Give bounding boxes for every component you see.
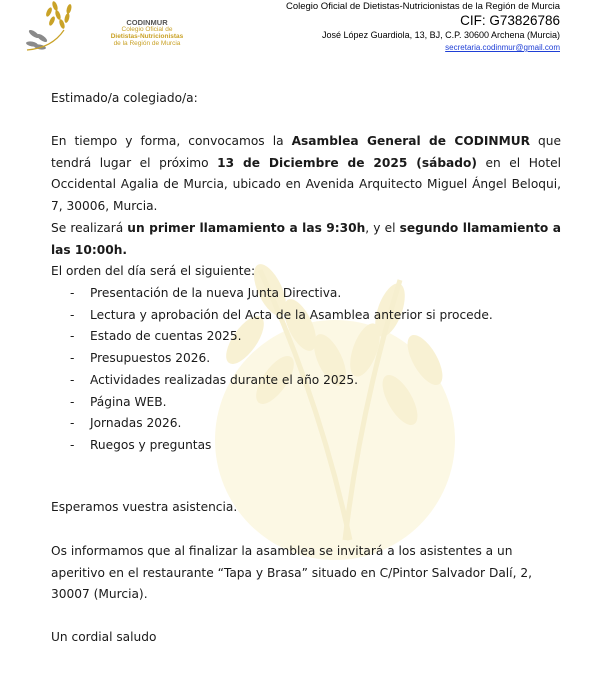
codinmur-logo [22, 0, 197, 55]
agenda-marker: - [70, 437, 75, 452]
p1-text-c: en el Hotel Occidental Agalia de Murcia, ubicado en Avenida Arquitecto Miguel Ángel Beloqui, 7, 30006, Murcia. [51, 155, 562, 214]
organization-name: Colegio Oficial de Dietistas-Nutricionistas de la Región de Murcia [285, 1, 560, 12]
greeting: Estimado/a colegiado/a: [51, 91, 198, 105]
agenda-item [51, 392, 493, 414]
agenda-item-text: Página WEB. [90, 394, 167, 409]
logo-line-2: Dietistas-Nutricionistas [110, 32, 184, 40]
agenda-marker: - [70, 351, 75, 366]
agenda-item-text: Presentación de la nueva Junta Directiva. [90, 286, 342, 300]
email-link[interactable]: secretaria.codinmur@gmail.com [445, 43, 560, 52]
agenda-item [51, 370, 493, 392]
agenda-item-text: Ruegos y preguntas [90, 437, 212, 452]
agenda-marker: - [70, 307, 75, 322]
agenda-marker: - [70, 329, 75, 344]
agenda-item [51, 348, 493, 370]
agenda-marker: - [70, 416, 75, 431]
attendance-note: Esperamos vuestra asistencia. [51, 500, 238, 514]
wheat-logo-icon [22, 0, 82, 55]
aperitif-info: Os informamos que al finalizar la asamblea se invitará a los asistentes a un aperitivo en el restaurante “Tapa y Brasa” situado en C/Pintor Salvador Dalí, 2, 30007 (Murcia). [51, 544, 532, 602]
agenda-list [51, 283, 493, 457]
agenda-marker: - [70, 286, 75, 300]
agenda-item-text: Jornadas 2026. [90, 416, 182, 431]
agenda-marker: - [70, 372, 75, 387]
agenda-item [51, 413, 493, 435]
convocation-paragraph [51, 131, 561, 261]
cif: CIF: G73826786 [460, 13, 560, 28]
p2-text-b: , y el [365, 220, 400, 235]
agenda-item [51, 283, 493, 305]
event-name: Asamblea General de CODINMUR [291, 134, 530, 148]
agenda-item-text: Presupuestos 2026. [90, 351, 211, 366]
p1-text-b: que tendrá lugar el próximo [51, 134, 561, 170]
p2-text-a: Se realizará [51, 220, 128, 235]
agenda-item-text: Estado de cuentas 2025. [90, 329, 242, 344]
second-call: segundo llamamiento a las 10:00h. [51, 220, 561, 257]
agenda-item [51, 305, 493, 327]
first-call: un primer llamamiento a las 9:30h [127, 220, 366, 235]
address: José López Guardiola, 13, BJ, C.P. 30600 Archena (Murcia) [322, 30, 560, 40]
logo-name: CODINMUR [126, 18, 168, 27]
closing: Un cordial saludo [51, 630, 157, 644]
agenda-item-text: Lectura y aprobación del Acta de la Asamblea anterior si procede. [90, 307, 493, 322]
p1-text-a: En tiempo y forma, convocamos la [51, 134, 292, 148]
letterhead [286, 1, 560, 53]
agenda-item [51, 435, 493, 457]
event-date: 13 de Diciembre de 2025 (sábado) [217, 155, 477, 170]
logo-line-1: Colegio Oficial de [121, 25, 173, 33]
agenda-intro: El orden del día será el siguiente: [51, 264, 256, 278]
logo-line-3: de la Región de Murcia [113, 39, 181, 47]
agenda-marker: - [70, 394, 75, 409]
agenda-item [51, 326, 493, 348]
agenda-item-text: Actividades realizadas durante el año 2025. [90, 372, 359, 387]
